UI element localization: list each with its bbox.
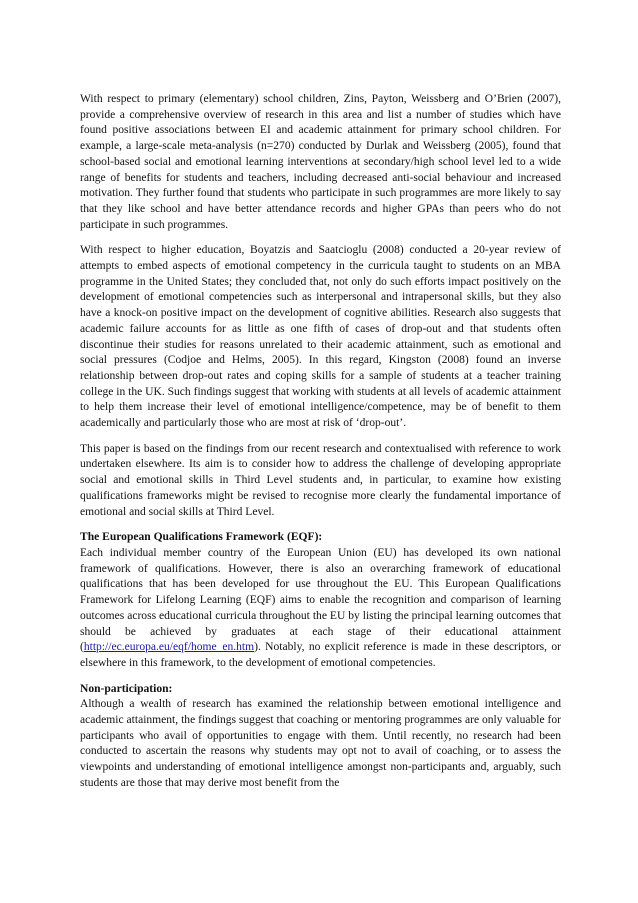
eqf-text-before-link: Each individual member country of the European Union (EU) has developed its own national framework of qualifications. However, there is also an overarching framework of educational qualifications that has been developed for use throughout the EU. This European Qualifications Framework for Lifelong Learning (EQF) aims to enable the recognition and comparison of learning outcomes across educational curricula throughout the EU by listing the principal learning outcomes that should be achieved by graduates at each stage of their educational attainment ( xyxy=(80,546,561,654)
eqf-text-after-link: ). Notably, no explicit reference is made in these descriptors, or elsewhere in this framework, to the development of emotional competencies. xyxy=(80,641,561,669)
paragraph-paper-aim: This paper is based on the findings from our recent research and contextualised with reference to work undertaken elsewhere. Its aim is to consider how to address the challenge of developing appropriate social and emotional skills in Third Level students and, in particular, to examine how existing qualifications frameworks might be revised to recognise more clearly the fundamental importance of emotional and social skills at Third Level. xyxy=(80,442,561,518)
heading-nonparticipation: Non-participation: xyxy=(80,682,173,695)
paragraph-nonparticipation: Although a wealth of research has examined the relationship between emotional intelligence and academic attainment, the findings suggest that coaching or mentoring programmes are only valuable for participants who avail of opportunities to engage with them. Until recently, no research had been conducted to ascertain the reasons why students may opt not to avail of coaching, or to assess the viewpoints and understanding of emotional intelligence amongst non-participants and, arguably, such students are those that may derive most benefit from the xyxy=(80,698,561,789)
paragraph-eqf xyxy=(80,546,561,672)
paragraph-primary-school: With respect to primary (elementary) school children, Zins, Payton, Weissberg and O’Brien (2007), provide a comprehensive overview of research in this area and list a number of studies which have found positive associations between EI and academic attainment for primary school children. For example, a large-scale meta-analysis (n=270) conducted by Durlak and Weissberg (2005), found that school-based social and emotional learning interventions at secondary/high school level led to a wide range of benefits for students and teachers, including decreased anti-social behaviour and increased motivation. They further found that students who participate in such programmes are more likely to say that they like school and have better attendance records and higher GPAs than peers who do not participate in such programmes. xyxy=(80,93,561,231)
paragraph-higher-education: With respect to higher education, Boyatzis and Saatcioglu (2008) conducted a 20-year review of attempts to embed aspects of emotional competency in the curricula taught to students on an MBA programme in the United States; they concluded that, not only do such efforts impact positively on the development of emotional competencies such as interpersonal and intrapersonal skills, but they also have a knock-on positive impact on the development of cognitive abilities. Research also suggests that academic failure accounts for as little as one fifth of cases of drop-out and that students often discontinue their studies for reasons unrelated to their academic attainment, such as emotional and social pressures (Codjoe and Helms, 2005). In this regard, Kingston (2008) found an inverse relationship between drop-out rates and coping skills for a sample of students at a teacher training college in the UK. Such findings suggest that working with students at all levels of academic attainment to help them increase their level of emotional intelligence/competence, may be of benefit to them academically and particularly those who are most at risk of ‘drop-out’. xyxy=(80,244,561,430)
section-eqf xyxy=(80,530,561,671)
section-nonparticipation xyxy=(80,682,561,792)
document-page xyxy=(80,92,561,802)
heading-eqf: The European Qualifications Framework (EQF): xyxy=(80,531,323,544)
eqf-link[interactable]: http://ec.europa.eu/eqf/home_en.htm xyxy=(83,641,255,654)
